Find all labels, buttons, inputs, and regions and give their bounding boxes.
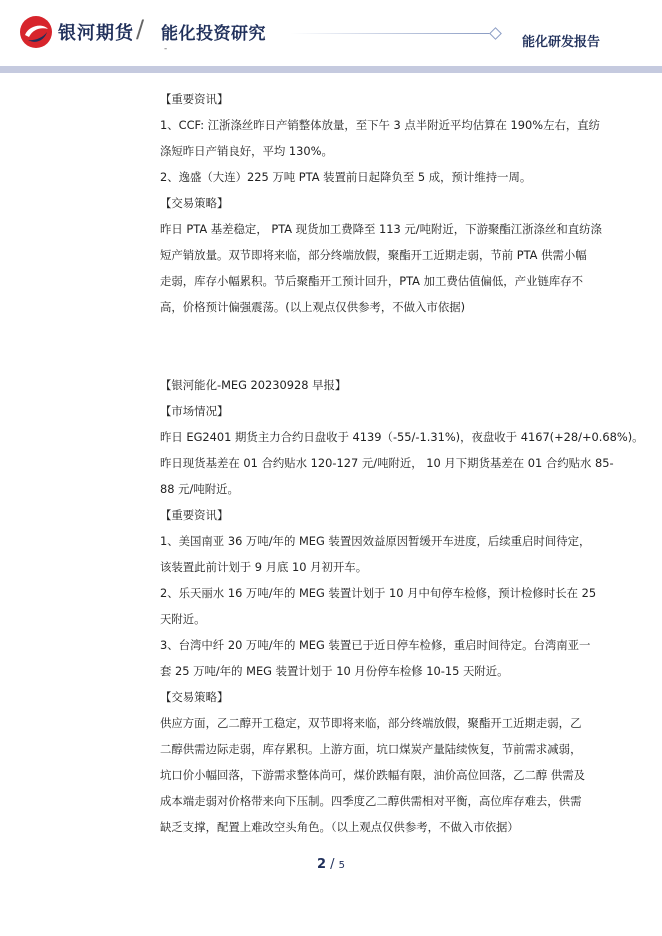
report-body [160, 86, 644, 840]
text-line: 走弱，库存小幅累积。节后聚酯开工预计回升，PTA 加工费估值偏低，产业链库存不 [160, 274, 584, 288]
report-type-label: 能化研发报告 [522, 35, 601, 50]
text-line: 坑口价小幅回落，下游需求整体尚可，煤价跌幅有限，油价高位回落，乙二醇 供需及 [160, 768, 586, 782]
text-line: 缺乏支撑，配置上难改空头角色。（以上观点仅供参考，不做入市依据） [160, 820, 519, 834]
page-separator: / [326, 857, 339, 872]
text-line: 【重要资讯】 [160, 508, 229, 522]
text-line: 昨日 EG2401 期货主力合约日盘收于 4139（-55/-1.31%)，夜盘收于 4167(+28/+0.68%)。 [160, 430, 644, 444]
text-line: 【银河能化-MEG 20230928 早报】 [160, 378, 347, 392]
text-line: 成本端走弱对价格带来向下压制。四季度乙二醇供需相对平衡，高位库存难去，供需 [160, 794, 582, 808]
department-title: 能化投资研究 [161, 24, 266, 44]
page-current: 2 [316, 857, 326, 872]
text-line: 【重要资讯】 [160, 92, 229, 106]
text-line: 二醇供需边际走弱，库存累积。上游方面，坑口煤炭产量陆续恢复，节前需求减弱， [160, 742, 582, 756]
text-line: 高，价格预计偏强震荡。(以上观点仅供参考，不做入市依据) [160, 300, 466, 314]
brand-name: 银河期货 [58, 23, 134, 44]
blank-line [160, 346, 620, 372]
text-line: 2、乐天丽水 16 万吨/年的 MEG 装置计划于 10 月中旬停车检修，预计检修时长在 25 [160, 586, 597, 600]
text-line: 1、CCF: 江浙涤丝昨日产销整体放量，至下午 3 点半附近平均估算在 190%左右，直纺 [160, 118, 601, 132]
diamond-icon [489, 27, 502, 40]
text-line: 昨日 PTA 基差稳定， PTA 现货加工费降至 113 元/吨附近，下游聚酯江浙涤丝和直纺涤 [160, 222, 602, 236]
header-band [0, 66, 662, 73]
text-line: 天附近。 [160, 612, 206, 626]
page-total: 5 [338, 860, 346, 871]
text-line: 1、美国南亚 36 万吨/年的 MEG 装置因效益原因暂缓开车进度，后续重启时间待定， [160, 534, 591, 548]
text-line: 供应方面，乙二醇开工稳定，双节即将来临，部分终端放假，聚酯开工近期走弱，乙 [160, 716, 582, 730]
page-number [0, 857, 662, 872]
text-line: 短产销放量。双节即将来临，部分终端放假，聚酯开工近期走弱，节前 PTA 供需小幅 [160, 248, 587, 262]
galaxy-logo-icon [19, 15, 53, 49]
text-line: 套 25 万吨/年的 MEG 装置计划于 10 月份停车检修 10-15 天附近。 [160, 664, 509, 678]
small-mark: - [164, 44, 168, 54]
text-line: 涤短昨日产销良好，平均 130%。 [160, 144, 333, 158]
text-line: 88 元/吨附近。 [160, 482, 239, 496]
text-line: 【交易策略】 [160, 196, 229, 210]
decorative-line [290, 33, 490, 34]
report-header [0, 0, 662, 72]
text-line: 昨日现货基差在 01 合约贴水 120-127 元/吨附近， 10 月下期货基差在 01 合约贴水 85- [160, 456, 614, 470]
text-line: 该装置此前计划于 9 月底 10 月初开车。 [160, 560, 368, 574]
blank-line [160, 320, 620, 346]
text-line: 【交易策略】 [160, 690, 229, 704]
text-line: 【市场情况】 [160, 404, 229, 418]
text-line: 2、逸盛（大连）225 万吨 PTA 装置前日起降负至 5 成，预计维持一周。 [160, 170, 532, 184]
text-line: 3、台湾中纤 20 万吨/年的 MEG 装置已于近日停车检修，重启时间待定。台湾南亚一 [160, 638, 591, 652]
title-divider: / [136, 15, 145, 43]
